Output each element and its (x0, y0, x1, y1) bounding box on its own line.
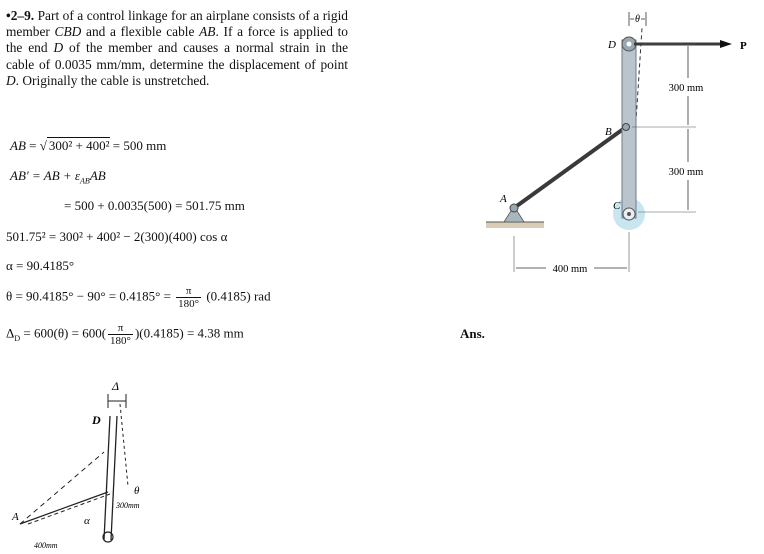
problem-text: of the member and causes a normal strain in the cable of 0.0035 mm/mm, determine the displacement of point (6, 40, 349, 72)
problem-text: Part of a control linkage for an airplane consists of a rigid member (6, 8, 348, 40)
eq-term: AB (89, 168, 106, 183)
dim-label-mid: 300 mm (668, 167, 704, 178)
fraction-denominator: 180° (110, 335, 131, 347)
pin-a (510, 204, 518, 212)
eq-term: Δ (6, 325, 15, 341)
fraction (108, 322, 133, 347)
fraction-numerator: π (176, 285, 201, 298)
equation-cosine-law: 501.75² = 300² + 400² − 2(300)(400) cos α (6, 229, 228, 244)
theta-label: θ (635, 14, 640, 25)
sketch-label-400: 400mm (34, 541, 58, 550)
fraction-numerator: π (108, 322, 133, 335)
dim-label-top: 300 mm (668, 83, 704, 94)
eq-term: AB (10, 138, 26, 153)
eq-term: )(0.4185) = 4.38 mm (134, 325, 244, 341)
equation-theta (6, 285, 271, 310)
cable-name: AB (199, 24, 216, 40)
sketch-member (104, 416, 110, 540)
equation-displacement (6, 322, 244, 347)
problem-statement (6, 8, 348, 89)
eq-radicand: 300² + 400² (48, 138, 110, 153)
eq-term: = 500 mm (112, 138, 167, 153)
label-b: B (605, 126, 612, 138)
hand-sketch (0, 376, 200, 554)
pin-d-hole (627, 42, 632, 47)
eq-term: θ = 90.4185° − 90° = 0.4185° = (6, 288, 171, 304)
dim-label-bottom: 400 mm (552, 264, 588, 275)
pin-b (623, 124, 630, 131)
eq-term: = 600(θ) = 600( (23, 325, 107, 341)
cable-ab (514, 127, 626, 208)
eq-sub: D (14, 334, 21, 344)
pin-c-center (627, 212, 631, 216)
label-a: A (500, 193, 507, 205)
eq-term: AB′ = AB + ε (10, 168, 81, 183)
equation-ab: AB = √ 300² + 400² = 500 mm (10, 138, 167, 153)
eq-term: = (29, 138, 37, 153)
equation-ab-prime (10, 168, 106, 186)
sketch-label-alpha: α (84, 515, 90, 527)
linkage-figure (470, 0, 764, 290)
sketch-cable-dashed (28, 494, 110, 524)
fraction (176, 285, 201, 310)
label-p: P (740, 40, 747, 52)
fraction-denominator: 180° (178, 298, 200, 310)
problem-text: and a flexible cable (81, 24, 200, 40)
eq-term: (0.4185) rad (206, 288, 271, 304)
problem-text: . Originally the cable is unstretched. (15, 72, 210, 88)
force-p-arrowhead (720, 40, 732, 48)
sketch-label-theta: θ (134, 485, 140, 497)
sketch-label-d: D (92, 413, 101, 427)
point-name: D (53, 40, 64, 56)
sketch-line-ad (20, 452, 104, 524)
member-name: CBD (54, 24, 82, 40)
sketch-label-delta: Δ (112, 379, 120, 393)
sketch-label-a: A (12, 511, 19, 523)
point-name: D (6, 72, 16, 88)
problem-text: . If a force is applied to the end (6, 24, 348, 56)
sketch-cable (20, 492, 108, 524)
equation-ab-prime-value: = 500 + 0.0035(500) = 501.75 mm (64, 198, 245, 213)
sketch-member (111, 416, 117, 540)
eq-sub: AB (80, 176, 90, 186)
problem-number: •2–9. (6, 8, 35, 23)
answer-label: Ans. (460, 326, 485, 341)
equation-alpha: α = 90.4185° (6, 258, 75, 273)
sketch-deformed-line (120, 404, 128, 486)
sketch-label-300: 300mm (116, 501, 140, 510)
label-d: D (608, 39, 616, 51)
label-c: C (613, 200, 621, 212)
